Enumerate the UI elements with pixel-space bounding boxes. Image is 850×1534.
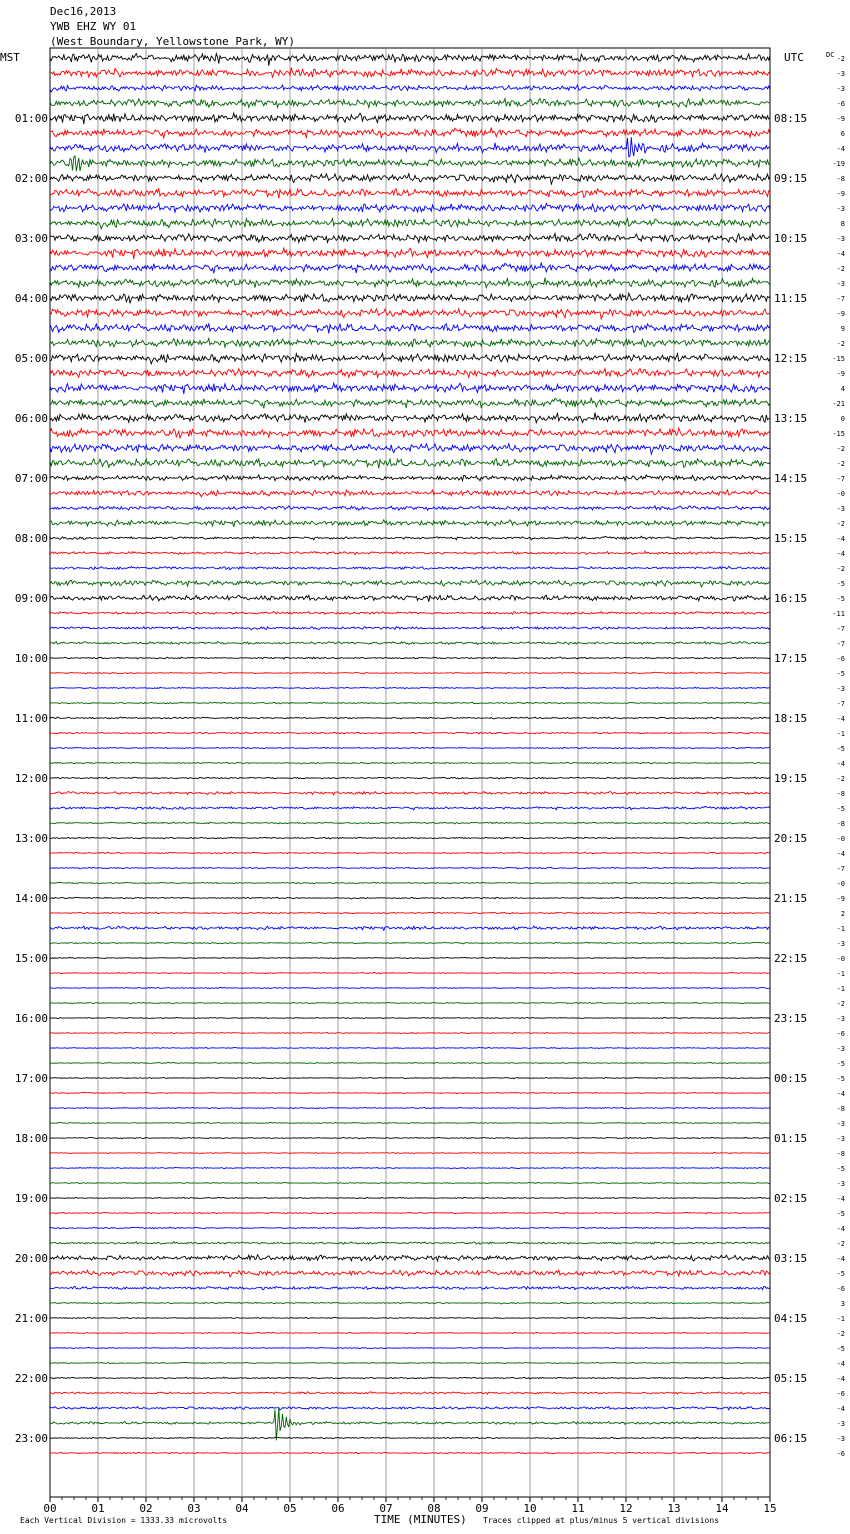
trace-line (50, 897, 770, 899)
dc-offset-label: -2 (836, 520, 845, 528)
dc-offset-label: -3 (836, 1180, 845, 1188)
dc-offset-label: -19 (832, 160, 845, 168)
x-tick-label: 06 (331, 1502, 345, 1515)
trace-line (50, 627, 770, 630)
left-time-label: 10:00 (14, 652, 48, 665)
dc-offset-label: -5 (836, 1165, 845, 1173)
dc-offset-label: -3 (836, 1135, 845, 1143)
trace-line (50, 309, 770, 319)
x-tick-label: 03 (187, 1502, 201, 1515)
dc-offset-label: -5 (836, 595, 845, 603)
right-time-label: 16:15 (774, 592, 808, 605)
dc-offset-label: 6 (840, 130, 845, 138)
x-tick-label: 14 (715, 1502, 729, 1515)
trace-line (50, 369, 770, 378)
right-time-label: 13:15 (774, 412, 808, 425)
dc-offset-label: -5 (836, 1270, 845, 1278)
trace-line (50, 837, 770, 839)
dc-label: DC (826, 51, 835, 59)
trace-line (50, 972, 770, 973)
dc-offset-label: -6 (836, 655, 845, 663)
right-time-label: 06:15 (774, 1432, 808, 1445)
trace-line (50, 520, 770, 527)
left-time-label: 06:00 (14, 412, 48, 425)
dc-offset-label: -4 (836, 1225, 845, 1233)
dc-offset-label: -6 (836, 100, 845, 108)
dc-offset-label: -4 (836, 250, 845, 258)
trace-line (50, 1452, 770, 1453)
dc-offset-label: -8 (836, 1105, 845, 1113)
trace-line (50, 1137, 770, 1138)
dc-offset-label: -0 (836, 490, 845, 498)
dc-offset-label: -3 (836, 1435, 845, 1443)
trace-line (50, 174, 770, 184)
dc-offset-label: -3 (836, 685, 845, 693)
dc-offset-label: -5 (836, 1060, 845, 1068)
dc-offset-label: -9 (836, 310, 845, 318)
trace-line (50, 1377, 770, 1379)
left-time-label: 18:00 (14, 1132, 48, 1145)
left-time-label: 16:00 (14, 1012, 48, 1025)
dc-offset-label: -5 (836, 1345, 845, 1353)
dc-offset-label: -4 (836, 715, 845, 723)
dc-offset-label: -2 (836, 565, 845, 573)
trace-line (50, 1332, 770, 1333)
trace-line (50, 444, 770, 454)
trace-line (50, 612, 770, 615)
right-time-label: 19:15 (774, 772, 808, 785)
dc-offset-label: -2 (836, 340, 845, 348)
right-time-label: 01:15 (774, 1132, 808, 1145)
dc-offset-label: 4 (840, 385, 845, 393)
dc-offset-label: -8 (836, 790, 845, 798)
dc-offset-label: -21 (832, 400, 845, 408)
trace-line (50, 852, 770, 854)
right-time-label: 09:15 (774, 172, 808, 185)
trace-line (50, 128, 770, 139)
x-tick-label: 11 (571, 1502, 585, 1515)
dc-offset-label: -1 (836, 730, 845, 738)
trace-line (50, 354, 770, 364)
record-date: Dec16,2013 (50, 5, 117, 18)
dc-offset-label: -4 (836, 550, 845, 558)
trace-line (50, 1122, 770, 1123)
dc-offset-label: 0 (840, 415, 845, 423)
left-time-label: 12:00 (14, 772, 48, 785)
dc-offset-label: -4 (836, 1255, 845, 1263)
right-time-label: 15:15 (774, 532, 808, 545)
right-time-label: 10:15 (774, 232, 808, 245)
trace-line (50, 383, 770, 394)
dc-offset-label: -6 (836, 1030, 845, 1038)
trace-line (50, 338, 770, 347)
dc-offset-label: -3 (836, 1015, 845, 1023)
trace-line (50, 957, 770, 958)
dc-offset-label: -7 (836, 640, 845, 648)
dc-offset-label: -4 (836, 535, 845, 543)
right-time-label: 04:15 (774, 1312, 808, 1325)
dc-offset-label: -3 (836, 1120, 845, 1128)
trace-line (50, 882, 770, 884)
dc-offset-label: -4 (836, 1360, 845, 1368)
right-axis-label: UTC (784, 51, 804, 64)
trace-line (50, 732, 770, 734)
trace-line (50, 536, 770, 540)
dc-offset-label: -2 (836, 1330, 845, 1338)
trace-line (50, 1242, 770, 1245)
dc-offset-label: -4 (836, 850, 845, 858)
x-tick-label: 07 (379, 1502, 393, 1515)
dc-offset-label: -5 (836, 805, 845, 813)
trace-line (50, 156, 770, 171)
right-time-label: 12:15 (774, 352, 808, 365)
footer-clip-note: Traces clipped at plus/minus 5 vertical divisions (483, 1516, 720, 1525)
station-location: (West Boundary, Yellowstone Park, WY) (50, 35, 296, 48)
trace-line (50, 867, 770, 869)
left-time-label: 04:00 (14, 292, 48, 305)
left-time-label: 15:00 (14, 952, 48, 965)
dc-offset-label: -9 (836, 115, 845, 123)
trace-line (50, 566, 770, 569)
dc-offset-label: -5 (836, 670, 845, 678)
dc-offset-label: -3 (836, 940, 845, 948)
x-tick-label: 08 (427, 1502, 441, 1515)
trace-line (50, 113, 770, 124)
trace-line (50, 1437, 770, 1439)
dc-offset-label: -11 (832, 610, 845, 618)
trace-line (50, 219, 770, 229)
left-time-label: 17:00 (14, 1072, 48, 1085)
trace-line (50, 506, 770, 510)
right-time-label: 23:15 (774, 1012, 808, 1025)
trace-line (50, 551, 770, 554)
x-tick-label: 05 (283, 1502, 297, 1515)
x-tick-label: 02 (139, 1502, 153, 1515)
trace-line (50, 1077, 770, 1078)
dc-offset-label: -3 (836, 205, 845, 213)
left-time-label: 14:00 (14, 892, 48, 905)
dc-offset-label: -7 (836, 700, 845, 708)
left-axis-label: MST (0, 51, 20, 64)
right-time-label: 21:15 (774, 892, 808, 905)
left-time-label: 05:00 (14, 352, 48, 365)
trace-line (50, 987, 770, 988)
trace-line (50, 85, 770, 92)
dc-offset-label: -3 (836, 70, 845, 78)
left-time-label: 13:00 (14, 832, 48, 845)
dc-offset-label: 2 (840, 910, 845, 918)
trace-line (50, 1032, 770, 1033)
dc-offset-label: -3 (836, 280, 845, 288)
dc-offset-label: -0 (836, 880, 845, 888)
trace-line (50, 1227, 770, 1229)
trace-line (50, 747, 770, 749)
trace-line (50, 822, 770, 824)
right-time-label: 14:15 (774, 472, 808, 485)
left-time-label: 09:00 (14, 592, 48, 605)
dc-offset-label: -4 (836, 1375, 845, 1383)
dc-offset-label: -3 (836, 85, 845, 93)
dc-offset-label: -6 (836, 1285, 845, 1293)
left-time-label: 22:00 (14, 1372, 48, 1385)
right-time-label: 22:15 (774, 952, 808, 965)
left-time-label: 11:00 (14, 712, 48, 725)
x-tick-label: 10 (523, 1502, 537, 1515)
trace-line (50, 1286, 770, 1290)
dc-offset-label: -2 (836, 445, 845, 453)
footer-scale-note: Each Vertical Division = 1333.33 microvolts (20, 1516, 228, 1525)
dc-offset-label: -0 (836, 955, 845, 963)
dc-offset-label: -1 (836, 985, 845, 993)
trace-line (50, 1347, 770, 1348)
trace-line (50, 1047, 770, 1048)
left-time-label: 01:00 (14, 112, 48, 125)
dc-offset-label: -2 (836, 1240, 845, 1248)
dc-offset-label: -4 (836, 145, 845, 153)
trace-line (50, 1197, 770, 1198)
trace-line (50, 248, 770, 259)
trace-line (50, 687, 770, 689)
left-time-label: 03:00 (14, 232, 48, 245)
x-tick-label: 13 (667, 1502, 681, 1515)
trace-line (50, 1392, 770, 1395)
x-tick-label: 01 (91, 1502, 105, 1515)
trace-line (50, 1107, 770, 1108)
trace-line (50, 459, 770, 469)
trace-line (50, 189, 770, 199)
dc-offset-label: -2 (836, 775, 845, 783)
trace-line (50, 234, 770, 243)
trace-line (50, 1017, 770, 1018)
trace-line (50, 595, 770, 601)
station-code: YWB EHZ WY 01 (50, 20, 137, 33)
right-time-label: 11:15 (774, 292, 808, 305)
dc-offset-label: -2 (836, 265, 845, 273)
dc-offset-label: -3 (836, 1045, 845, 1053)
trace-line (50, 1092, 770, 1093)
trace-line (50, 263, 770, 274)
dc-offset-label: -4 (836, 1195, 845, 1203)
dc-offset-label: -5 (836, 745, 845, 753)
trace-line (50, 912, 770, 914)
trace-line (50, 1167, 770, 1168)
trace-line (50, 717, 770, 719)
right-time-label: 05:15 (774, 1372, 808, 1385)
trace-line (50, 1362, 770, 1363)
trace-line (50, 642, 770, 645)
trace-line (50, 428, 770, 438)
x-tick-label: 12 (619, 1502, 633, 1515)
dc-offset-label: -5 (836, 580, 845, 588)
dc-offset-label: -5 (836, 1075, 845, 1083)
trace-line (50, 806, 770, 810)
left-time-label: 23:00 (14, 1432, 48, 1445)
right-time-label: 08:15 (774, 112, 808, 125)
x-tick-label: 15 (763, 1502, 777, 1515)
trace-line (50, 580, 770, 587)
right-time-label: 20:15 (774, 832, 808, 845)
right-time-label: 17:15 (774, 652, 808, 665)
left-time-label: 08:00 (14, 532, 48, 545)
dc-offset-label: -9 (836, 190, 845, 198)
dc-offset-label: -3 (836, 1420, 845, 1428)
trace-line (50, 54, 770, 66)
trace-line (50, 1212, 770, 1214)
trace-line (50, 1002, 770, 1003)
trace-line (50, 68, 770, 78)
dc-offset-label: -7 (836, 625, 845, 633)
right-time-label: 02:15 (774, 1192, 808, 1205)
dc-offset-label: -1 (836, 970, 845, 978)
left-time-label: 21:00 (14, 1312, 48, 1325)
trace-line (50, 1408, 770, 1440)
left-time-label: 19:00 (14, 1192, 48, 1205)
trace-line (50, 490, 770, 497)
x-tick-label: 00 (43, 1502, 57, 1515)
dc-offset-label: 9 (840, 325, 845, 333)
left-time-label: 07:00 (14, 472, 48, 485)
dc-offset-label: -6 (836, 1390, 845, 1398)
dc-offset-label: -8 (836, 1150, 845, 1158)
x-axis-label: TIME (MINUTES) (374, 1513, 467, 1526)
trace-line (50, 672, 770, 674)
trace-line (50, 1062, 770, 1063)
right-time-label: 18:15 (774, 712, 808, 725)
dc-offset-label: -8 (836, 175, 845, 183)
dc-offset-label: -2 (836, 460, 845, 468)
dc-offset-label: -4 (836, 760, 845, 768)
dc-offset-label: 3 (840, 1300, 845, 1308)
dc-offset-label: -1 (836, 925, 845, 933)
dc-offset-label: -4 (836, 1405, 845, 1413)
trace-line (50, 926, 770, 930)
dc-offset-label: 8 (840, 220, 845, 228)
right-time-label: 03:15 (774, 1252, 808, 1265)
dc-offset-label: -4 (836, 1090, 845, 1098)
trace-line (50, 777, 770, 779)
trace-line (50, 791, 770, 795)
dc-offset-label: -2 (836, 55, 845, 63)
dc-offset-label: -7 (836, 865, 845, 873)
trace-line (50, 657, 770, 659)
left-time-label: 20:00 (14, 1252, 48, 1265)
trace-line (50, 1302, 770, 1304)
dc-offset-label: -3 (836, 505, 845, 513)
dc-offset-label: -15 (832, 355, 845, 363)
dc-offset-label: -2 (836, 1000, 845, 1008)
dc-offset-label: -5 (836, 1210, 845, 1218)
x-tick-label: 04 (235, 1502, 249, 1515)
trace-line (50, 203, 770, 212)
trace-line (50, 1152, 770, 1153)
trace-line (50, 1270, 770, 1277)
trace-line (50, 762, 770, 764)
trace-line (50, 1182, 770, 1183)
trace-line (50, 942, 770, 944)
dc-offset-label: -7 (836, 475, 845, 483)
trace-line (50, 137, 770, 157)
dc-offset-label: -6 (836, 1450, 845, 1458)
x-tick-label: 09 (475, 1502, 489, 1515)
dc-offset-label: -7 (836, 295, 845, 303)
trace-line (50, 702, 770, 704)
trace-line (50, 324, 770, 334)
dc-offset-label: -0 (836, 835, 845, 843)
trace-line (50, 293, 770, 303)
trace-line (50, 398, 770, 409)
left-time-label: 02:00 (14, 172, 48, 185)
trace-line (50, 1255, 770, 1261)
trace-line (50, 278, 770, 288)
right-time-label: 00:15 (774, 1072, 808, 1085)
trace-line (50, 99, 770, 108)
dc-offset-label: -3 (836, 235, 845, 243)
dc-offset-label: -1 (836, 1315, 845, 1323)
trace-line (50, 475, 770, 481)
dc-offset-label: -8 (836, 820, 845, 828)
dc-offset-label: -9 (836, 895, 845, 903)
dc-offset-label: -9 (836, 370, 845, 378)
trace-line (50, 1317, 770, 1318)
trace-line (50, 413, 770, 423)
dc-offset-label: -15 (832, 430, 845, 438)
trace-line (50, 1407, 770, 1410)
